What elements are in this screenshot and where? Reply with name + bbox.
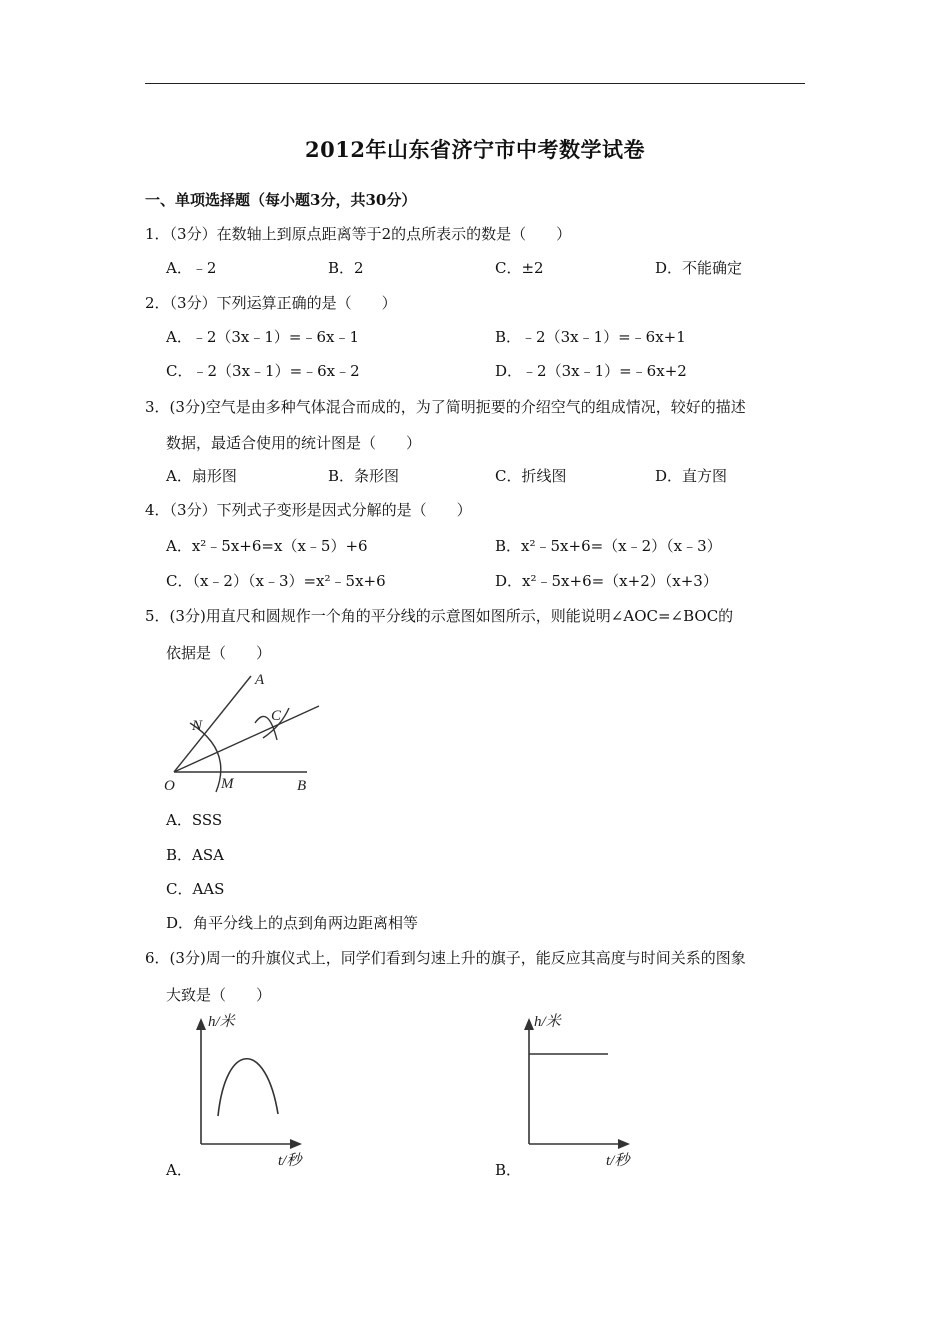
q6-stem-line1: 6．(3分)周一的升旗仪式上，同学们看到匀速上升的旗子，能反应其高度与时间关系的图象 <box>145 949 746 967</box>
label-n: N <box>192 718 203 734</box>
q2-option-d[interactable]: D．﹣2（3x﹣1）=﹣6x+2 <box>495 362 687 380</box>
q2-option-a[interactable]: A．﹣2（3x﹣1）=﹣6x﹣1 <box>166 328 360 346</box>
q4-option-d[interactable]: D．x²﹣5x+6=（x+2）（x+3） <box>495 572 718 590</box>
q3-stem-line1: 3．(3分)空气是由多种气体混合而成的，为了简明扼要的介绍空气的组成情况，较好的描述 <box>145 398 746 416</box>
q4-stem: 4．（3分）下列式子变形是因式分解的是（ ） <box>145 501 472 519</box>
graph-b-x-arrow <box>618 1139 630 1149</box>
graph-a-x-arrow <box>290 1139 302 1149</box>
q5-option-b[interactable] <box>166 845 224 865</box>
label-m: M <box>221 776 234 792</box>
q5-stem-line1: 5．(3分)用直尺和圆规作一个角的平分线的示意图如图所示，则能说明∠AOC=∠BOC的 <box>145 607 734 625</box>
q6-option-b[interactable]: B． <box>495 1161 522 1179</box>
q2-option-c[interactable]: C．﹣2（3x﹣1）=﹣6x﹣2 <box>166 362 360 380</box>
q4-option-b[interactable]: B．x²﹣5x+6=（x﹣2）（x﹣3） <box>495 537 722 555</box>
q6-stem-line2: 大致是（ ） <box>166 986 272 1004</box>
q6-option-a[interactable]: A． <box>166 1161 192 1179</box>
label-b: B <box>297 778 307 794</box>
graph-a-parabola <box>218 1059 278 1116</box>
q5-stem-line2: 依据是（ ） <box>166 644 272 662</box>
q1-option-b[interactable]: B．2 <box>328 259 364 277</box>
label-o: O <box>164 778 175 794</box>
q3-option-d[interactable]: D．直方图 <box>655 467 728 485</box>
q1-option-d[interactable]: D．不能确定 <box>655 259 743 277</box>
graph-a-x-label: t/秒 <box>278 1153 302 1169</box>
graph-a <box>180 1010 320 1170</box>
q2-stem: 2．（3分）下列运算正确的是（ ） <box>145 294 397 312</box>
graph-b-x-label: t/秒 <box>606 1153 630 1169</box>
q5-option-b-text: B．ASA <box>166 846 224 864</box>
q5-option-c-text: C．AAS <box>166 880 225 898</box>
q3-option-c[interactable]: C．折线图 <box>495 467 567 485</box>
graph-b-y-label: h/米 <box>534 1014 561 1030</box>
q5-option-d[interactable]: D．角平分线上的点到角两边距离相等 <box>166 914 419 932</box>
q3-option-b[interactable]: B．条形图 <box>328 467 400 485</box>
q5-option-c[interactable] <box>166 879 224 899</box>
q1-option-a[interactable]: A．﹣2 <box>166 259 217 277</box>
graph-b <box>508 1010 648 1170</box>
q2-option-b[interactable]: B．﹣2（3x﹣1）=﹣6x+1 <box>495 328 686 346</box>
graph-a-y-arrow <box>196 1018 206 1030</box>
q4-option-a[interactable]: A．x²﹣5x+6=x（x﹣5）+6 <box>166 537 368 555</box>
ray-oc <box>174 706 319 772</box>
angle-bisector-figure <box>155 668 335 798</box>
header-rule <box>145 83 805 84</box>
graph-a-y-label: h/米 <box>208 1014 235 1030</box>
q3-option-a[interactable]: A．扇形图 <box>166 467 237 485</box>
label-c: C <box>271 708 282 724</box>
ray-oa <box>174 676 251 772</box>
section-heading: 一、单项选择题（每小题3分，共30分） <box>145 191 417 209</box>
graph-b-y-arrow <box>524 1018 534 1030</box>
label-a: A <box>255 672 265 688</box>
q3-stem-line2: 数据，最适合使用的统计图是（ ） <box>166 434 422 452</box>
q5-option-a[interactable] <box>166 810 222 830</box>
q1-stem: 1．（3分）在数轴上到原点距离等于2的点所表示的数是（ ） <box>145 225 572 243</box>
q1-option-c[interactable]: C．±2 <box>495 259 544 277</box>
page-title: 2012年山东省济宁市中考数学试卷 <box>305 137 645 162</box>
q5-option-a-text: A．SSS <box>166 811 223 829</box>
q4-option-c[interactable]: C．（x﹣2）（x﹣3）=x²﹣5x+6 <box>166 572 386 590</box>
